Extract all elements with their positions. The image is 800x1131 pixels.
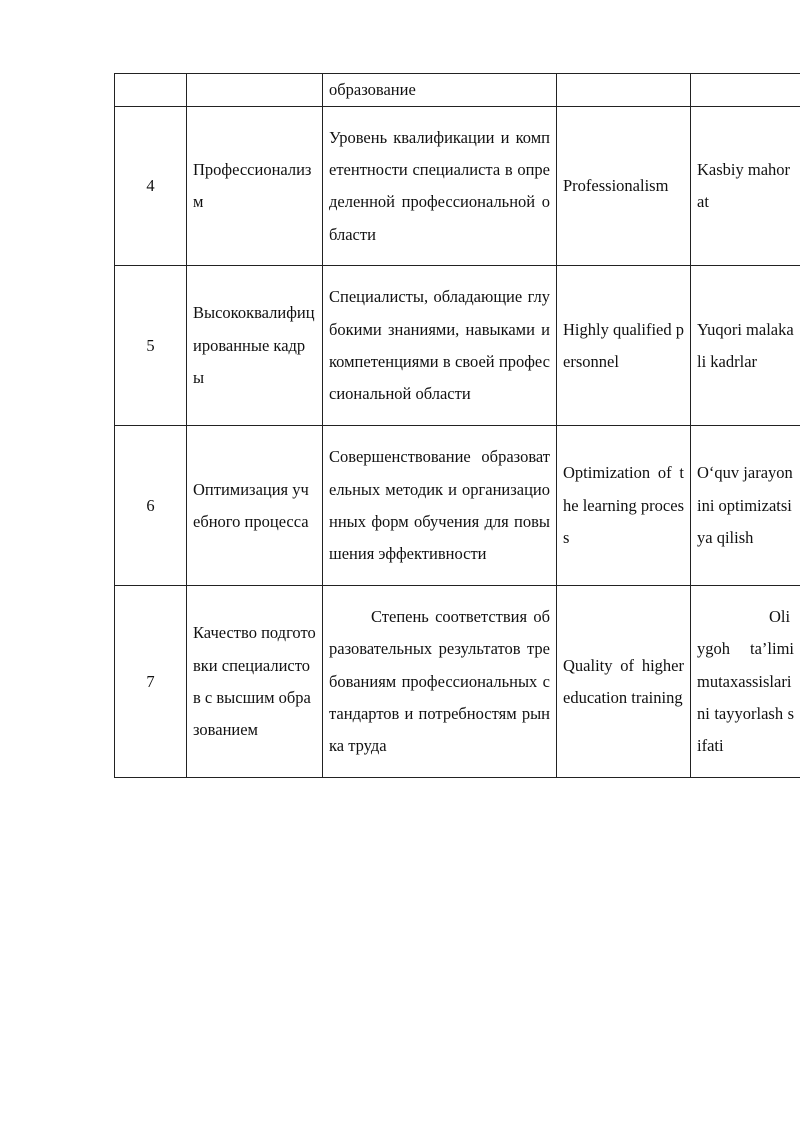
table-row <box>115 586 800 778</box>
term-russian <box>187 74 323 107</box>
term-russian: Качество подготовки специалистов с высшим образованием <box>187 586 323 778</box>
term-definition: Уровень квалификации и компетентности специалиста в определенной профессиональной области <box>323 107 557 266</box>
table-row <box>115 74 800 107</box>
term-english: Quality of higher education training <box>557 586 691 778</box>
row-number: 6 <box>115 426 187 586</box>
row-number: 5 <box>115 266 187 426</box>
term-english: Highly qualified personnel <box>557 266 691 426</box>
row-number: 4 <box>115 107 187 266</box>
term-english: Professionalism <box>557 107 691 266</box>
table-row <box>115 107 800 266</box>
table-row <box>115 266 800 426</box>
term-uzbek <box>691 74 800 107</box>
term-english <box>557 74 691 107</box>
term-definition: Степень соответствия образовательных результатов требованиям профессиональных стандартов и потребностям рынка труда <box>323 586 557 778</box>
table-row <box>115 426 800 586</box>
term-russian: Высококвалифицированные кадры <box>187 266 323 426</box>
term-russian: Профессионализм <box>187 107 323 266</box>
term-uzbek: O‘quv jarayonini optimizatsiya qilish <box>691 426 800 586</box>
row-number: 7 <box>115 586 187 778</box>
term-uzbek: Oliygoh ta’limi mutaxassislarini tayyorlash sifati <box>691 586 800 778</box>
term-uzbek: Kasbiy mahorat <box>691 107 800 266</box>
term-uzbek: Yuqori malakali kadrlar <box>691 266 800 426</box>
row-number <box>115 74 187 107</box>
term-russian: Оптимизация учебного процесса <box>187 426 323 586</box>
term-definition: образование <box>323 74 557 107</box>
term-definition: Специалисты, обладающие глубокими знаниями, навыками и компетенциями в своей профессиональной области <box>323 266 557 426</box>
term-english: Optimization of the learning process <box>557 426 691 586</box>
glossary-table <box>114 73 800 778</box>
term-definition: Совершенствование образовательных методик и организационных форм обучения для повышения эффективности <box>323 426 557 586</box>
